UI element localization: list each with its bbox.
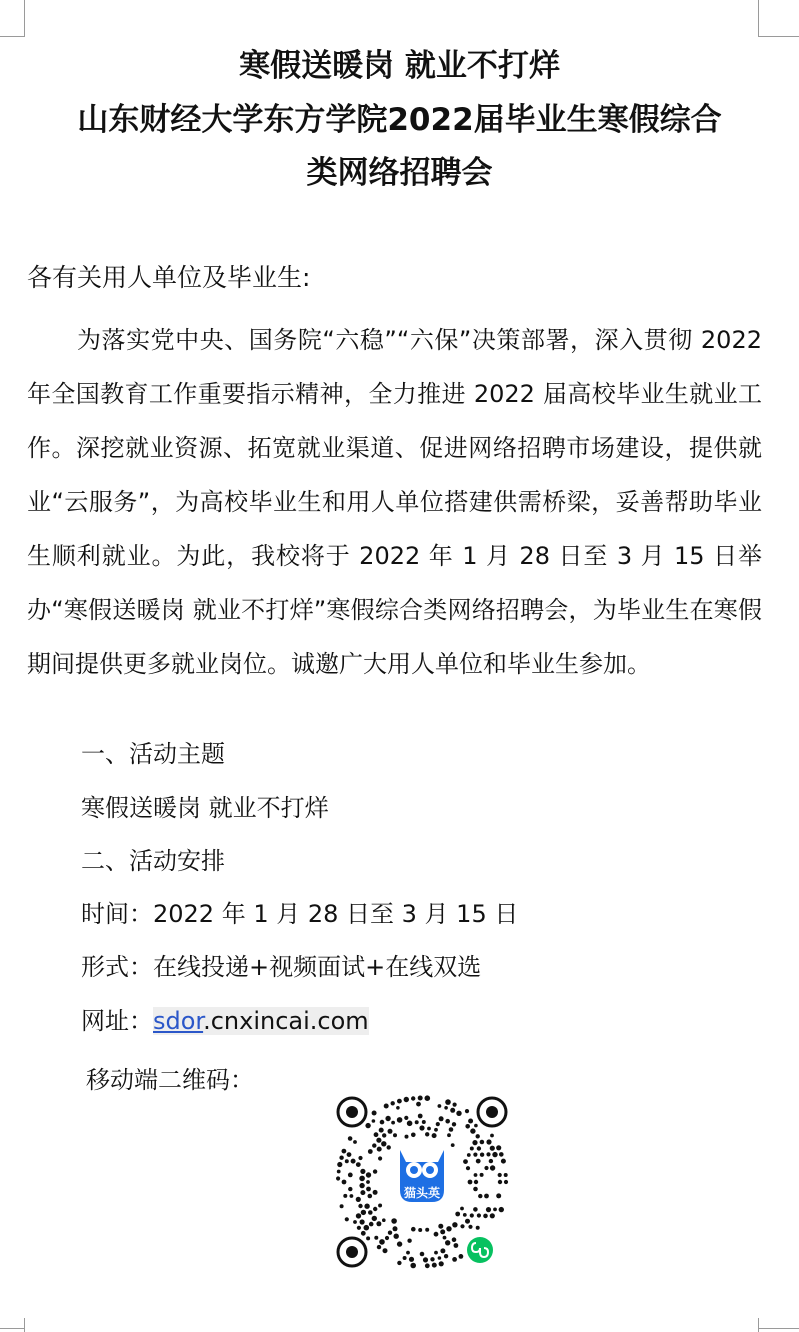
qr-dot xyxy=(372,1119,376,1123)
qr-dot xyxy=(418,1114,423,1119)
qr-dot xyxy=(445,1119,450,1124)
crop-mark xyxy=(758,36,799,37)
qr-dot xyxy=(350,1194,354,1198)
qr-dot xyxy=(359,1183,364,1188)
qr-dot xyxy=(484,1194,489,1199)
qr-dot xyxy=(478,1194,482,1198)
website-line xyxy=(81,1001,369,1041)
qr-dot xyxy=(407,1121,413,1127)
qr-dot xyxy=(373,1190,378,1195)
qr-dot xyxy=(373,1169,377,1173)
qr-dot xyxy=(411,1133,416,1138)
qr-dot xyxy=(407,1239,411,1243)
qr-dot xyxy=(476,1159,481,1164)
qr-dot xyxy=(449,1127,454,1132)
qr-dot xyxy=(466,1166,470,1170)
qr-dot xyxy=(385,1116,390,1121)
qr-dot xyxy=(419,1125,424,1130)
qr-dot xyxy=(498,1173,502,1177)
qr-dot xyxy=(480,1140,485,1145)
qr-dot xyxy=(504,1173,508,1177)
qr-dot xyxy=(459,1254,464,1259)
crop-mark xyxy=(758,1318,759,1332)
qr-dot xyxy=(476,1226,480,1230)
qr-dot xyxy=(436,1122,440,1126)
qr-dot xyxy=(360,1190,365,1195)
crop-mark xyxy=(24,0,25,36)
qr-dot xyxy=(470,1147,474,1151)
qr-dot xyxy=(356,1213,361,1218)
qr-dot xyxy=(364,1204,369,1209)
qr-dot xyxy=(474,1173,478,1177)
qr-dot xyxy=(358,1204,362,1208)
qr-dot xyxy=(368,1194,373,1199)
qr-dot xyxy=(447,1133,451,1137)
qr-dot xyxy=(434,1128,438,1132)
qr-dot xyxy=(418,1228,422,1232)
qr-dot xyxy=(504,1180,508,1184)
section1-heading: 一、活动主题 xyxy=(81,740,225,768)
qr-dot xyxy=(366,1236,370,1240)
qr-dot xyxy=(460,1207,464,1211)
qr-dot xyxy=(468,1180,473,1185)
qr-dot xyxy=(473,1207,478,1212)
qr-dot xyxy=(467,1153,471,1157)
qr-dot xyxy=(388,1231,392,1235)
qr-dot xyxy=(463,1213,467,1217)
qr-dot xyxy=(394,1234,399,1239)
qr-dot xyxy=(385,1236,389,1240)
qr-dot xyxy=(365,1123,370,1128)
qr-dot xyxy=(409,1257,414,1262)
qr-dot xyxy=(425,1095,431,1101)
qr-dot xyxy=(353,1220,357,1224)
qr-dot xyxy=(452,1257,457,1262)
qr-dot xyxy=(377,1147,382,1152)
qr-dot xyxy=(486,1207,491,1212)
qr-dot xyxy=(501,1159,506,1164)
qr-dot xyxy=(445,1099,451,1105)
qr-dot xyxy=(480,1173,484,1177)
qr-dot xyxy=(499,1152,504,1157)
qr-dot xyxy=(473,1187,478,1192)
qr-dot xyxy=(452,1122,456,1126)
qr-dot xyxy=(336,1176,340,1180)
section2-heading: 二、活动安排 xyxy=(81,847,225,875)
qr-dot xyxy=(470,1128,475,1133)
qr-dot xyxy=(337,1162,342,1167)
qr-dot xyxy=(348,1136,353,1141)
qr-dot xyxy=(416,1102,421,1107)
qr-dot xyxy=(415,1120,419,1124)
qr-dot xyxy=(454,1243,459,1248)
qr-dot xyxy=(382,1133,386,1137)
qr-dot xyxy=(420,1252,425,1257)
qr-dot xyxy=(465,1219,470,1224)
qr-dot xyxy=(439,1116,444,1121)
qr-dot xyxy=(397,1099,402,1104)
crop-mark xyxy=(758,1328,799,1329)
qr-dot xyxy=(440,1229,445,1234)
qr-dot xyxy=(364,1225,370,1231)
qr-dot xyxy=(474,1124,478,1128)
qr-dot xyxy=(463,1159,468,1164)
qr-dot xyxy=(372,1216,377,1221)
qr-dot xyxy=(382,1218,386,1222)
qr-dot xyxy=(427,1127,431,1131)
crop-mark xyxy=(758,0,759,36)
qr-dot xyxy=(430,1257,434,1261)
qr-dot xyxy=(453,1103,457,1107)
qr-dot xyxy=(384,1104,389,1109)
crop-mark xyxy=(24,1318,25,1332)
qr-dot xyxy=(422,1120,426,1124)
qr-dot xyxy=(438,1224,443,1229)
qr-dot xyxy=(470,1213,474,1217)
qr-dot xyxy=(492,1152,497,1157)
qr-dot xyxy=(359,1176,365,1182)
qr-dot xyxy=(372,1111,377,1116)
qr-dot xyxy=(368,1210,373,1215)
qr-dot xyxy=(455,1212,460,1217)
website-domain[interactable]: .cnxincai.com xyxy=(203,1007,369,1035)
qr-dot xyxy=(403,1256,407,1260)
qr-dot xyxy=(445,1240,450,1245)
qr-dot xyxy=(432,1263,437,1268)
qr-dot xyxy=(374,1132,379,1137)
qr-dot xyxy=(418,1096,423,1101)
body-paragraph: 为落实党中央、国务院“六稳”“六保”决策部署，深入贯彻 2022 年全国教育工作重要指示精神，全力推进 2022 届高校毕业生就业工作。深挖就业资源、拓宽就业渠道、促进网络招聘市场建设，提供就业“云服务”，为高校毕业生和用人单位搭建供需桥梁，妥善帮助毕业生顺利就业。为此，我校将于 2022 年 1 月 28 日至 3 月 15 日举办“寒假送暖岗 就业不打烊”寒假综合类网络招聘会，为毕业生在寒假期间提供更多就业岗位。诚邀广大用人单位和毕业生参加。 xyxy=(27,326,762,678)
qr-dot xyxy=(369,1222,374,1227)
qr-dot xyxy=(353,1140,357,1144)
crop-mark xyxy=(0,36,25,37)
qr-dot xyxy=(343,1194,347,1198)
qr-dot xyxy=(360,1219,365,1224)
qr-dot xyxy=(391,1218,397,1224)
qr-dot xyxy=(397,1117,403,1123)
qr-dot xyxy=(387,1145,391,1149)
qr-dot xyxy=(476,1134,480,1138)
qr-dot xyxy=(406,1251,410,1255)
qr-dot xyxy=(357,1226,361,1230)
qr-dot xyxy=(404,1097,409,1102)
qr-dot xyxy=(450,1108,455,1113)
qr-dot xyxy=(498,1180,502,1184)
mini-program-icon xyxy=(464,1234,496,1266)
qr-dot xyxy=(404,1116,408,1120)
website-link-part[interactable]: sdor xyxy=(153,1007,204,1035)
crop-mark xyxy=(0,1328,25,1329)
qr-dot xyxy=(356,1162,361,1167)
qr-dot xyxy=(425,1263,430,1268)
qr-dot xyxy=(438,1256,442,1260)
qr-dot xyxy=(345,1217,349,1221)
qr-dot xyxy=(379,1239,385,1245)
qr-dot xyxy=(351,1159,356,1164)
qr-dot xyxy=(393,1133,397,1137)
qr-dot xyxy=(340,1204,344,1208)
qr-dot xyxy=(490,1213,495,1218)
qr-dot xyxy=(345,1159,349,1163)
qr-dot xyxy=(378,1156,382,1160)
qr-dot xyxy=(493,1208,497,1212)
qr-dot xyxy=(439,1261,444,1266)
qr-dot xyxy=(483,1214,488,1219)
qr-dot xyxy=(374,1236,378,1240)
qr-dot xyxy=(368,1149,373,1154)
qr-dot xyxy=(444,1106,448,1110)
qr-dot xyxy=(393,1226,398,1231)
qr-dot xyxy=(380,1120,385,1125)
qr-dot xyxy=(456,1111,461,1116)
salutation: 各有关用人单位及毕业生: xyxy=(27,263,311,292)
qr-dot xyxy=(452,1222,457,1227)
qr-dot xyxy=(391,1121,395,1125)
qr-brand-text: 猫头英 xyxy=(403,1186,441,1200)
qr-dot xyxy=(376,1221,381,1226)
qr-dot xyxy=(425,1228,429,1232)
qr-dot xyxy=(425,1132,429,1136)
qr-dot xyxy=(377,1245,381,1249)
event-time: 时间：2022 年 1 月 28 日至 3 月 15 日 xyxy=(81,900,519,928)
qr-dot xyxy=(474,1180,478,1184)
qr-dot xyxy=(348,1187,352,1191)
qr-dot xyxy=(423,1257,428,1262)
qr-dot xyxy=(379,1128,384,1133)
qr-dot xyxy=(366,1172,371,1177)
qr-dot xyxy=(348,1173,353,1178)
section1-content: 寒假送暖岗 就业不打烊 xyxy=(81,794,329,822)
qr-dot xyxy=(366,1187,371,1192)
qr-dot xyxy=(473,1153,477,1157)
qr-dot xyxy=(396,1106,400,1110)
qr-dot xyxy=(443,1236,447,1240)
website-link[interactable] xyxy=(153,1007,369,1035)
qr-dot xyxy=(342,1180,347,1185)
qr-dot xyxy=(486,1139,491,1144)
event-format: 形式：在线投递+视频面试+在线双选 xyxy=(81,953,482,981)
qr-dot xyxy=(490,1146,495,1151)
qr-dot xyxy=(440,1248,445,1253)
qr-dot xyxy=(486,1152,490,1156)
qr-dot xyxy=(397,1241,402,1246)
qr-dot xyxy=(446,1226,451,1231)
qr-dot xyxy=(496,1193,501,1198)
qr-code[interactable] xyxy=(330,1090,514,1274)
qr-dot xyxy=(452,1237,457,1242)
qr-dot xyxy=(499,1207,504,1212)
qr-dot xyxy=(361,1231,366,1236)
qr-dot xyxy=(372,1143,376,1147)
qr-dot xyxy=(472,1140,477,1145)
qr-dot xyxy=(496,1145,501,1150)
qr-dot xyxy=(383,1248,388,1253)
qr-dot xyxy=(468,1225,472,1229)
qr-dot xyxy=(410,1263,416,1269)
qr-dot xyxy=(391,1101,395,1105)
qr-dot xyxy=(434,1232,439,1237)
qr-dot xyxy=(358,1156,362,1160)
qr-dot xyxy=(411,1096,415,1100)
qr-dot xyxy=(484,1166,488,1170)
qr-dot xyxy=(451,1143,455,1147)
qr-dot xyxy=(432,1133,437,1138)
qr-dot xyxy=(373,1207,377,1211)
qr-dot xyxy=(490,1134,494,1138)
qr-dot xyxy=(342,1149,347,1154)
title-line-2: 山东财经大学东方学院2022届毕业生寒假综合 xyxy=(77,102,722,138)
qr-dot xyxy=(405,1135,409,1139)
qr-dot xyxy=(477,1146,481,1150)
qr-dot xyxy=(480,1153,484,1157)
mobile-qr-label: 移动端二维码： xyxy=(86,1066,254,1094)
qr-dot xyxy=(460,1224,464,1228)
qr-dot xyxy=(465,1109,469,1113)
qr-dot xyxy=(434,1251,438,1255)
qr-dot xyxy=(356,1197,361,1202)
qr-dot xyxy=(361,1210,366,1215)
qr-dot xyxy=(337,1170,341,1174)
qr-dot xyxy=(397,1261,401,1265)
qr-dot xyxy=(438,1104,442,1108)
qr-dot xyxy=(339,1156,343,1160)
qr-dot xyxy=(360,1169,365,1174)
qr-dot xyxy=(366,1180,370,1184)
title-line-1: 寒假送暖岗 就业不打烊 xyxy=(239,48,560,84)
qr-dot xyxy=(378,1204,382,1208)
title-line-3: 类网络招聘会 xyxy=(306,155,493,191)
qr-dot xyxy=(490,1165,495,1170)
qr-dot xyxy=(489,1159,493,1163)
qr-dot xyxy=(444,1254,448,1258)
qr-dot xyxy=(411,1227,416,1232)
qr-dot xyxy=(376,1138,381,1143)
qr-dot xyxy=(388,1129,393,1134)
qr-dot xyxy=(477,1213,481,1217)
website-label: 网址： xyxy=(81,1007,153,1035)
qr-dot xyxy=(465,1124,470,1129)
qr-dot xyxy=(468,1119,473,1124)
qr-dot xyxy=(381,1141,386,1146)
qr-dot xyxy=(347,1152,352,1157)
